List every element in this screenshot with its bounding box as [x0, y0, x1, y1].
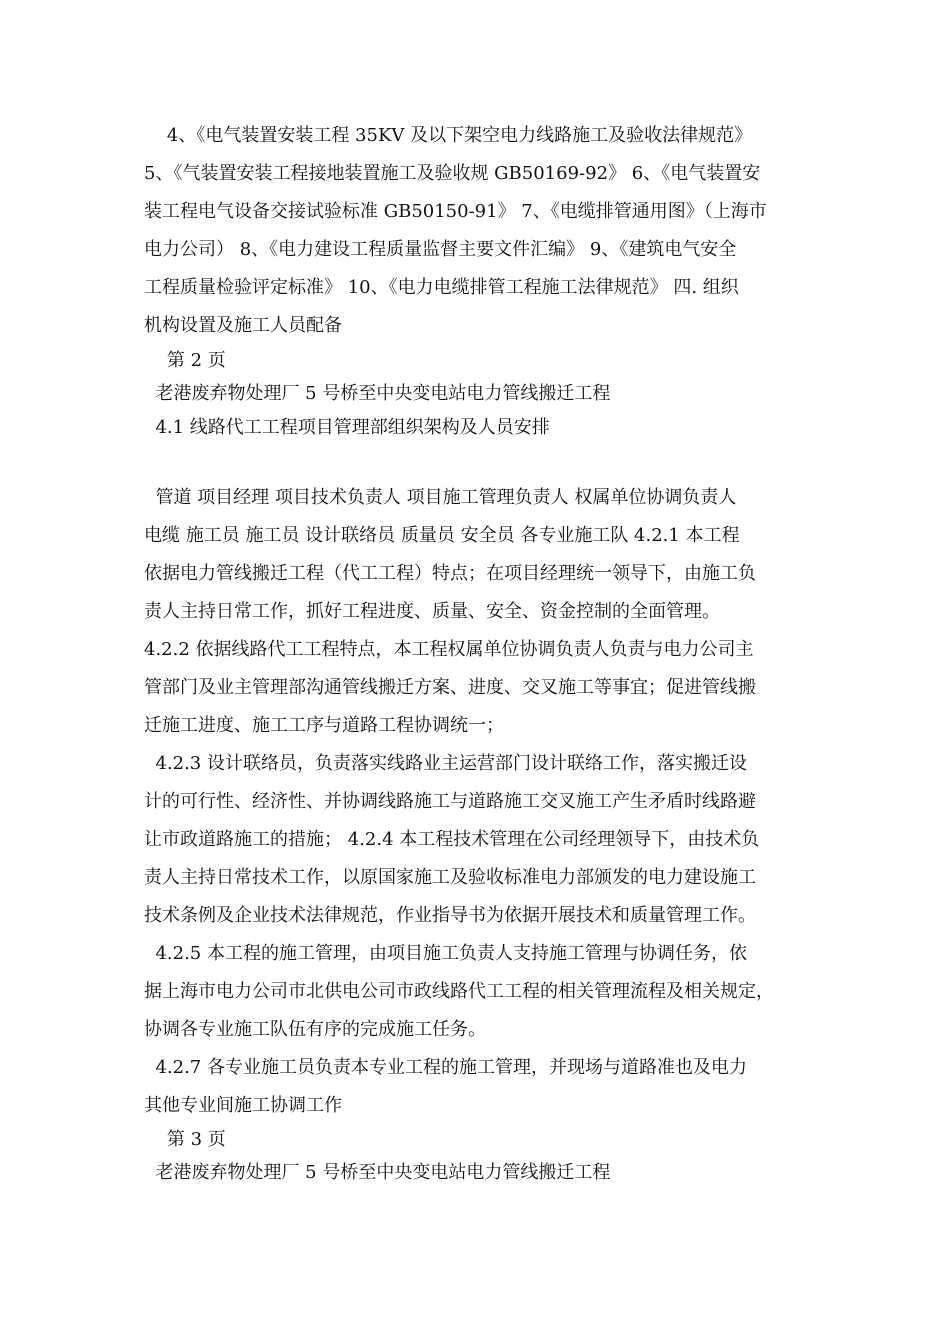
text-line: 管道 项目经理 项目技术负责人 项目施工管理负责人 权属单位协调负责人: [144, 487, 737, 508]
text-line: 装工程电气设备交接试验标准 GB50150-91》 7、《电缆排管通用图》（上海市: [144, 201, 767, 222]
text-line: 5、《气装置安装工程接地装置施工及验收规 GB50169-92》 6、《电气装置安: [144, 163, 761, 184]
text-line: 责人主持日常工作，抓好工程进度、质量、安全、资金控制的全面管理。: [144, 601, 720, 622]
text-line: 计的可行性、经济性、并协调线路施工与道路施工交叉施工产生矛盾时线路避: [144, 791, 756, 812]
text-line: 4.2.3 设计联络员，负责落实线路业主运营部门设计联络工作，落实搬迁设: [144, 753, 747, 774]
text-line: 机构设置及施工人员配备: [144, 315, 342, 336]
running-header: 老港废弃物处理厂 5 号桥至中央变电站电力管线搬迁工程: [144, 1162, 611, 1183]
text-line: 协调各专业施工队伍有序的完成施工任务。: [144, 1019, 486, 1040]
running-header: 老港废弃物处理厂 5 号桥至中央变电站电力管线搬迁工程: [144, 383, 611, 404]
text-line: 管部门及业主管理部沟通管线搬迁方案、进度、交叉施工等事宜；促进管线搬: [144, 677, 756, 698]
text-line: 4.2.2 依据线路代工工程特点，本工程权属单位协调负责人负责与电力公司主: [144, 639, 754, 660]
text-line: 据上海市电力公司市北供电公司市政线路代工工程的相关管理流程及相关规定，: [144, 981, 774, 1002]
text-line: 依据电力管线搬迁工程（代工工程）特点；在项目经理统一领导下，由施工负: [144, 563, 756, 584]
text-line: 电力公司） 8、《电力建设工程质量监督主要文件汇编》 9、《建筑电气安全: [144, 239, 737, 260]
text-line: 责人主持日常技术工作，以原国家施工及验收标准电力部颁发的电力建设施工: [144, 867, 756, 888]
text-line: 电缆 施工员 施工员 设计联络员 质量员 安全员 各专业施工队 4.2.1 本工程: [144, 525, 740, 546]
page-number: 第 2 页: [144, 350, 226, 371]
text-line: 工程质量检验评定标准》 10、《电力电缆排管工程施工法律规范》 四. 组织: [144, 277, 739, 298]
text-line: 4.2.5 本工程的施工管理，由项目施工负责人支持施工管理与协调任务，依: [144, 943, 747, 964]
text-line: 4、《电气装置安装工程 35KV 及以下架空电力线路施工及验收法律规范》: [144, 125, 753, 146]
page-number: 第 3 页: [144, 1129, 226, 1150]
text-line: 让市政道路施工的措施； 4.2.4 本工程技术管理在公司经理领导下，由技术负: [144, 829, 760, 850]
text-line: 迁施工进度、施工工序与道路工程协调统一；: [144, 715, 504, 736]
text-line: 技术条例及企业技术法律规范，作业指导书为依据开展技术和质量管理工作。: [144, 905, 756, 926]
text-line: 其他专业间施工协调工作: [144, 1095, 342, 1116]
section-heading: 4.1 线路代工工程项目管理部组织架构及人员安排: [144, 417, 550, 438]
text-line: 4.2.7 各专业施工员负责本专业工程的施工管理，并现场与道路准也及电力: [144, 1057, 747, 1078]
